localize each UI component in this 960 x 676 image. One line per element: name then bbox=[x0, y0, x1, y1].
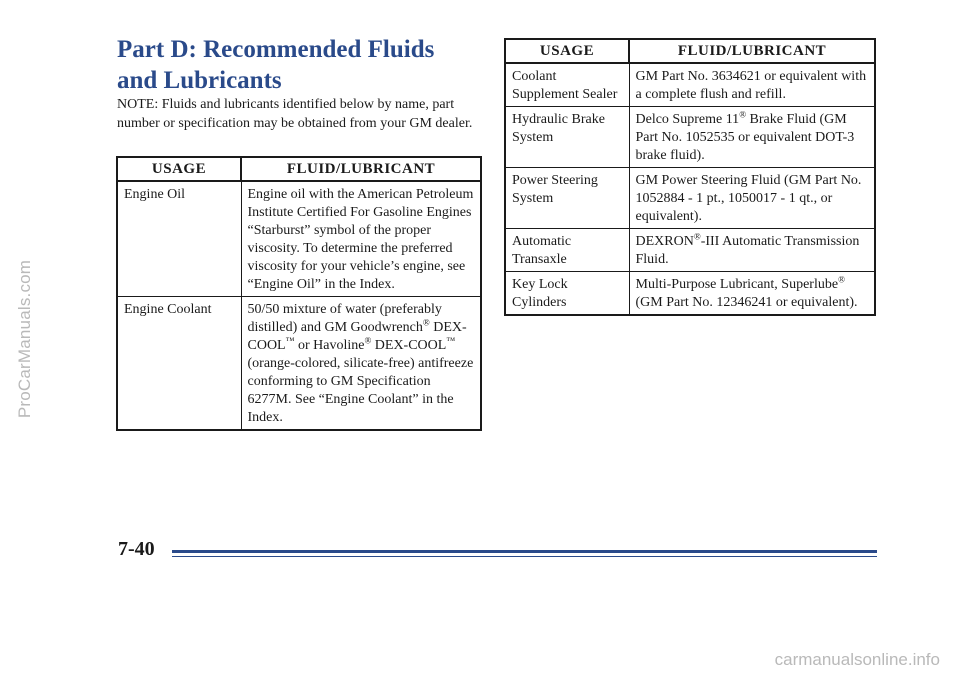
usage-cell: Engine Oil bbox=[117, 181, 241, 297]
fluids-table-right bbox=[504, 38, 876, 316]
table-row bbox=[505, 229, 875, 272]
watermark-side: ProCarManuals.com bbox=[15, 259, 34, 419]
usage-cell: Hydraulic Brake System bbox=[505, 107, 629, 168]
table-row bbox=[505, 63, 875, 107]
fluid-cell: 50/50 mixture of water (preferably distilled) and GM Goodwrench® DEX-COOL™ or Havoline® DEX-COOL™ (orange-colored, silicate-free) antifreeze conforming to GM Specification 6277M. See “Engine Coolant” in the Index. bbox=[241, 297, 481, 431]
fluid-cell: DEXRON®-III Automatic Transmission Fluid. bbox=[629, 229, 875, 272]
fluid-cell: Multi-Purpose Lubricant, Superlube® (GM Part No. 12346241 or equivalent). bbox=[629, 272, 875, 316]
fluid-cell: GM Power Steering Fluid (GM Part No. 1052884 - 1 pt., 1050017 - 1 qt., or equivalent). bbox=[629, 168, 875, 229]
fluid-cell: Engine oil with the American Petroleum Institute Certified For Gasoline Engines “Starburst” symbol of the proper viscosity. To determine the preferred viscosity for your vehicle’s engine, see “Engine Oil” in the Index. bbox=[241, 181, 481, 297]
table-row bbox=[117, 297, 481, 431]
note-paragraph: NOTE: Fluids and lubricants identified below by name, part number or specification may be obtained from your GM dealer. bbox=[117, 97, 473, 131]
usage-column-header: USAGE bbox=[505, 39, 629, 63]
usage-cell: Automatic Transaxle bbox=[505, 229, 629, 272]
table-header-row bbox=[117, 157, 481, 181]
fluid-column-header: FLUID/LUBRICANT bbox=[629, 39, 875, 63]
usage-cell: Coolant Supplement Sealer bbox=[505, 63, 629, 107]
footer-rule bbox=[172, 550, 877, 553]
table-row bbox=[505, 168, 875, 229]
usage-cell: Engine Coolant bbox=[117, 297, 241, 431]
page-number: 7-40 bbox=[118, 538, 155, 560]
fluids-table-left bbox=[116, 156, 482, 431]
fluid-cell: GM Part No. 3634621 or equivalent with a complete flush and refill. bbox=[629, 63, 875, 107]
footer-rule-thin bbox=[172, 556, 877, 557]
fluid-column-header: FLUID/LUBRICANT bbox=[241, 157, 481, 181]
usage-cell: Power Steering System bbox=[505, 168, 629, 229]
usage-column-header: USAGE bbox=[117, 157, 241, 181]
table-row bbox=[505, 272, 875, 316]
page-title: Part D: Recommended Fluids and Lubricants bbox=[117, 36, 435, 94]
watermark-bottom: carmanualsonline.info bbox=[774, 650, 940, 669]
table-row bbox=[117, 181, 481, 297]
usage-cell: Key Lock Cylinders bbox=[505, 272, 629, 316]
fluid-cell: Delco Supreme 11® Brake Fluid (GM Part No. 1052535 or equivalent DOT-3 brake fluid). bbox=[629, 107, 875, 168]
table-row bbox=[505, 107, 875, 168]
table-header-row bbox=[505, 39, 875, 63]
